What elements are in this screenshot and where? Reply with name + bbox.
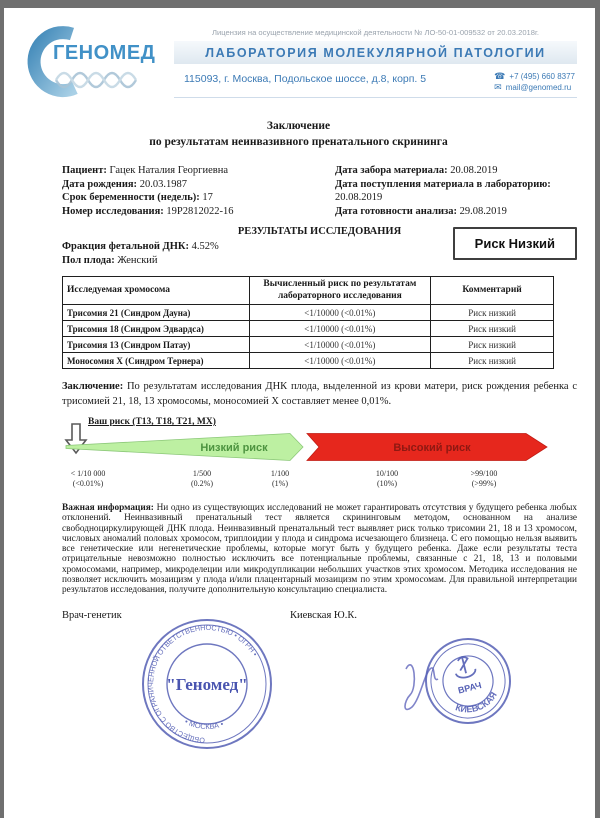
risk-summary-badge: Риск Низкий (453, 227, 577, 260)
tick-3: 1/100 (1%) (270, 469, 290, 488)
brand-name: ГЕНОМЕД (53, 42, 156, 64)
important-info-label: Важная информация: (62, 503, 154, 513)
col-comment: Комментарий (431, 277, 554, 305)
doctor-name: Киевская Ю.К. (290, 609, 357, 621)
document-title (20, 118, 577, 150)
company-stamp-icon (140, 617, 274, 751)
risk-cell: <1/10000 (<0.01%) (249, 353, 431, 369)
doctor-stamp-center-text: ВРАЧ (456, 679, 483, 696)
table-header-row (63, 277, 554, 305)
col-chromosome: Исследуемая хромосома (63, 277, 250, 305)
received-date-row: Дата поступления материала в лабораторию: 20.08.2019 (335, 178, 551, 203)
your-risk-label: Ваш риск (T13, T18, T21, MX) (88, 417, 216, 427)
stamps-area (62, 623, 577, 773)
tick-5: >99/100 (>99%) (470, 469, 498, 488)
doctor-role-label: Врач-генетик (62, 609, 122, 621)
stamp-ring-text: ОБЩЕСТВО С ОГРАНИЧЕННОЙ ОТВЕТСТВЕННОСТЬЮ • ОГРН • (146, 622, 260, 745)
table-row (63, 321, 554, 337)
conclusion-text: По результатам исследования ДНК плода, выделенной из крови матери, риск рождения ребенка с трисомией 21, 18, 13 хромосомы, моносомией X составляет менее 0,01%. (62, 381, 577, 407)
email-address[interactable]: mail@genomed.ru (505, 83, 572, 92)
comment-cell: Риск низкий (431, 305, 554, 321)
comment-cell: Риск низкий (431, 321, 554, 337)
stamp-city-text: • МОСКВА • (183, 716, 225, 731)
phone-icon: ☎ (494, 71, 506, 81)
genomed-logo (20, 22, 168, 104)
patient-name-row: Пациент: Гацек Наталия Георгиевна (62, 165, 228, 176)
patient-info-left (62, 164, 335, 218)
chromosome-cell: Трисомия 13 (Синдром Патау) (63, 337, 250, 353)
conclusion-label: Заключение: (62, 381, 124, 392)
patient-birth-row: Дата рождения: 20.03.1987 (62, 178, 187, 190)
risk-gauge (62, 429, 577, 465)
important-info-paragraph (62, 503, 577, 596)
stamp-center-text: "Геномед" (166, 674, 248, 694)
lab-banner: ЛАБОРАТОРИЯ МОЛЕКУЛЯРНОЙ ПАТОЛОГИИ (174, 41, 577, 64)
sampling-date-row: Дата забора материала: 20.08.2019 (335, 165, 498, 176)
results-table (62, 276, 554, 369)
phone-number: +7 (495) 660 8377 (509, 72, 575, 81)
contacts (494, 71, 577, 93)
risk-cell: <1/10000 (<0.01%) (249, 305, 431, 321)
tick-1: < 1/10 000 (<0.01%) (70, 469, 106, 488)
comment-cell: Риск низкий (431, 337, 554, 353)
report-page (4, 8, 595, 818)
title-line1: Заключение (266, 120, 331, 132)
table-row (63, 337, 554, 353)
fetal-sex-row: Пол плода: Женский (62, 255, 158, 266)
license-line: Лицензия на осуществление медицинской деятельности № ЛО-50-01-009532 от 20.03.2018г. (212, 28, 539, 37)
title-line2: по результатам неинвазивного пренатального скрининга (149, 136, 448, 148)
dna-helix-icon (56, 73, 136, 87)
patient-gestation-row: Срок беременности (недель): 17 (62, 192, 213, 203)
risk-scale-ticks (62, 469, 577, 495)
patient-info-right (335, 164, 577, 218)
svg-text:• МОСКВА • (183, 717, 225, 731)
risk-cell: <1/10000 (<0.01%) (249, 337, 431, 353)
header (20, 22, 577, 104)
tick-4: 10/100 (10%) (375, 469, 399, 488)
conclusion-paragraph (62, 379, 577, 409)
risk-scale-graphic (64, 431, 564, 465)
results-section (62, 226, 577, 268)
important-info-text: Ни одно из существующих исследований не может гарантировать отсутствия у будущего ребенка любых отклонений. Неинвазивный пренатальный тест является скрининговым методом, основанном на анализе свободноциркулирующей ДНК плода. Неинвазивный пренатальный тест выявляет риск только трисомии 21, 18 и 13 хромосом, числовых аномалий половых хромосом, триплоидии у плода и синдрома исчезающего близнеца. С его помощью нельзя выявить все генетические или негенетические проблемы, которые могут быть у будущего ребенка. Даже если результаты теста отрицательные невозможно полностью исключить все потенциальные проблемы, связанные с 21, 18, 13 и половыми хромосомами, например, микроделеции или микродупликации небольших участков этих хромосом. Методика исследования не позволяет исключить мозаицизм у плода и/или плацентарный мозаицизм по этим хромосомам. Для правильной интерпретации результатов исследования, получите дополнительную консультацию специалиста. (62, 503, 578, 596)
chromosome-cell: Трисомия 21 (Синдром Дауна) (63, 305, 250, 321)
chromosome-cell: Трисомия 18 (Синдром Эдвардса) (63, 321, 250, 337)
doctor-stamp-ring-text: КИЕВСКАЯ (454, 689, 499, 715)
high-risk-label: Высокий риск (393, 442, 471, 454)
col-risk: Вычисленный риск по результатам лабораторного исследования (249, 277, 431, 305)
comment-cell: Риск низкий (431, 353, 554, 369)
tick-2: 1/500 (0.2%) (191, 469, 213, 488)
chromosome-cell: Моносомия X (Синдром Тернера) (63, 353, 250, 369)
patient-info (62, 164, 577, 218)
fetal-fraction-row: Фракция фетальной ДНК: 4.52% (62, 241, 219, 252)
table-row (63, 353, 554, 369)
header-right (174, 22, 577, 98)
table-row (63, 305, 554, 321)
low-risk-label: Низкий риск (200, 442, 268, 454)
envelope-icon: ✉ (494, 82, 502, 92)
risk-cell: <1/10000 (<0.01%) (249, 321, 431, 337)
results-heading: РЕЗУЛЬТАТЫ ИССЛЕДОВАНИЯ (237, 226, 402, 237)
medicine-bowl-icon (452, 654, 476, 679)
lab-address: 115093, г. Москва, Подольское шоссе, д.8, корп. 5 (184, 73, 427, 85)
ready-date-row: Дата готовности анализа: 29.08.2019 (335, 205, 507, 217)
study-number-row: Номер исследования: 19P2812022-16 (62, 205, 234, 217)
